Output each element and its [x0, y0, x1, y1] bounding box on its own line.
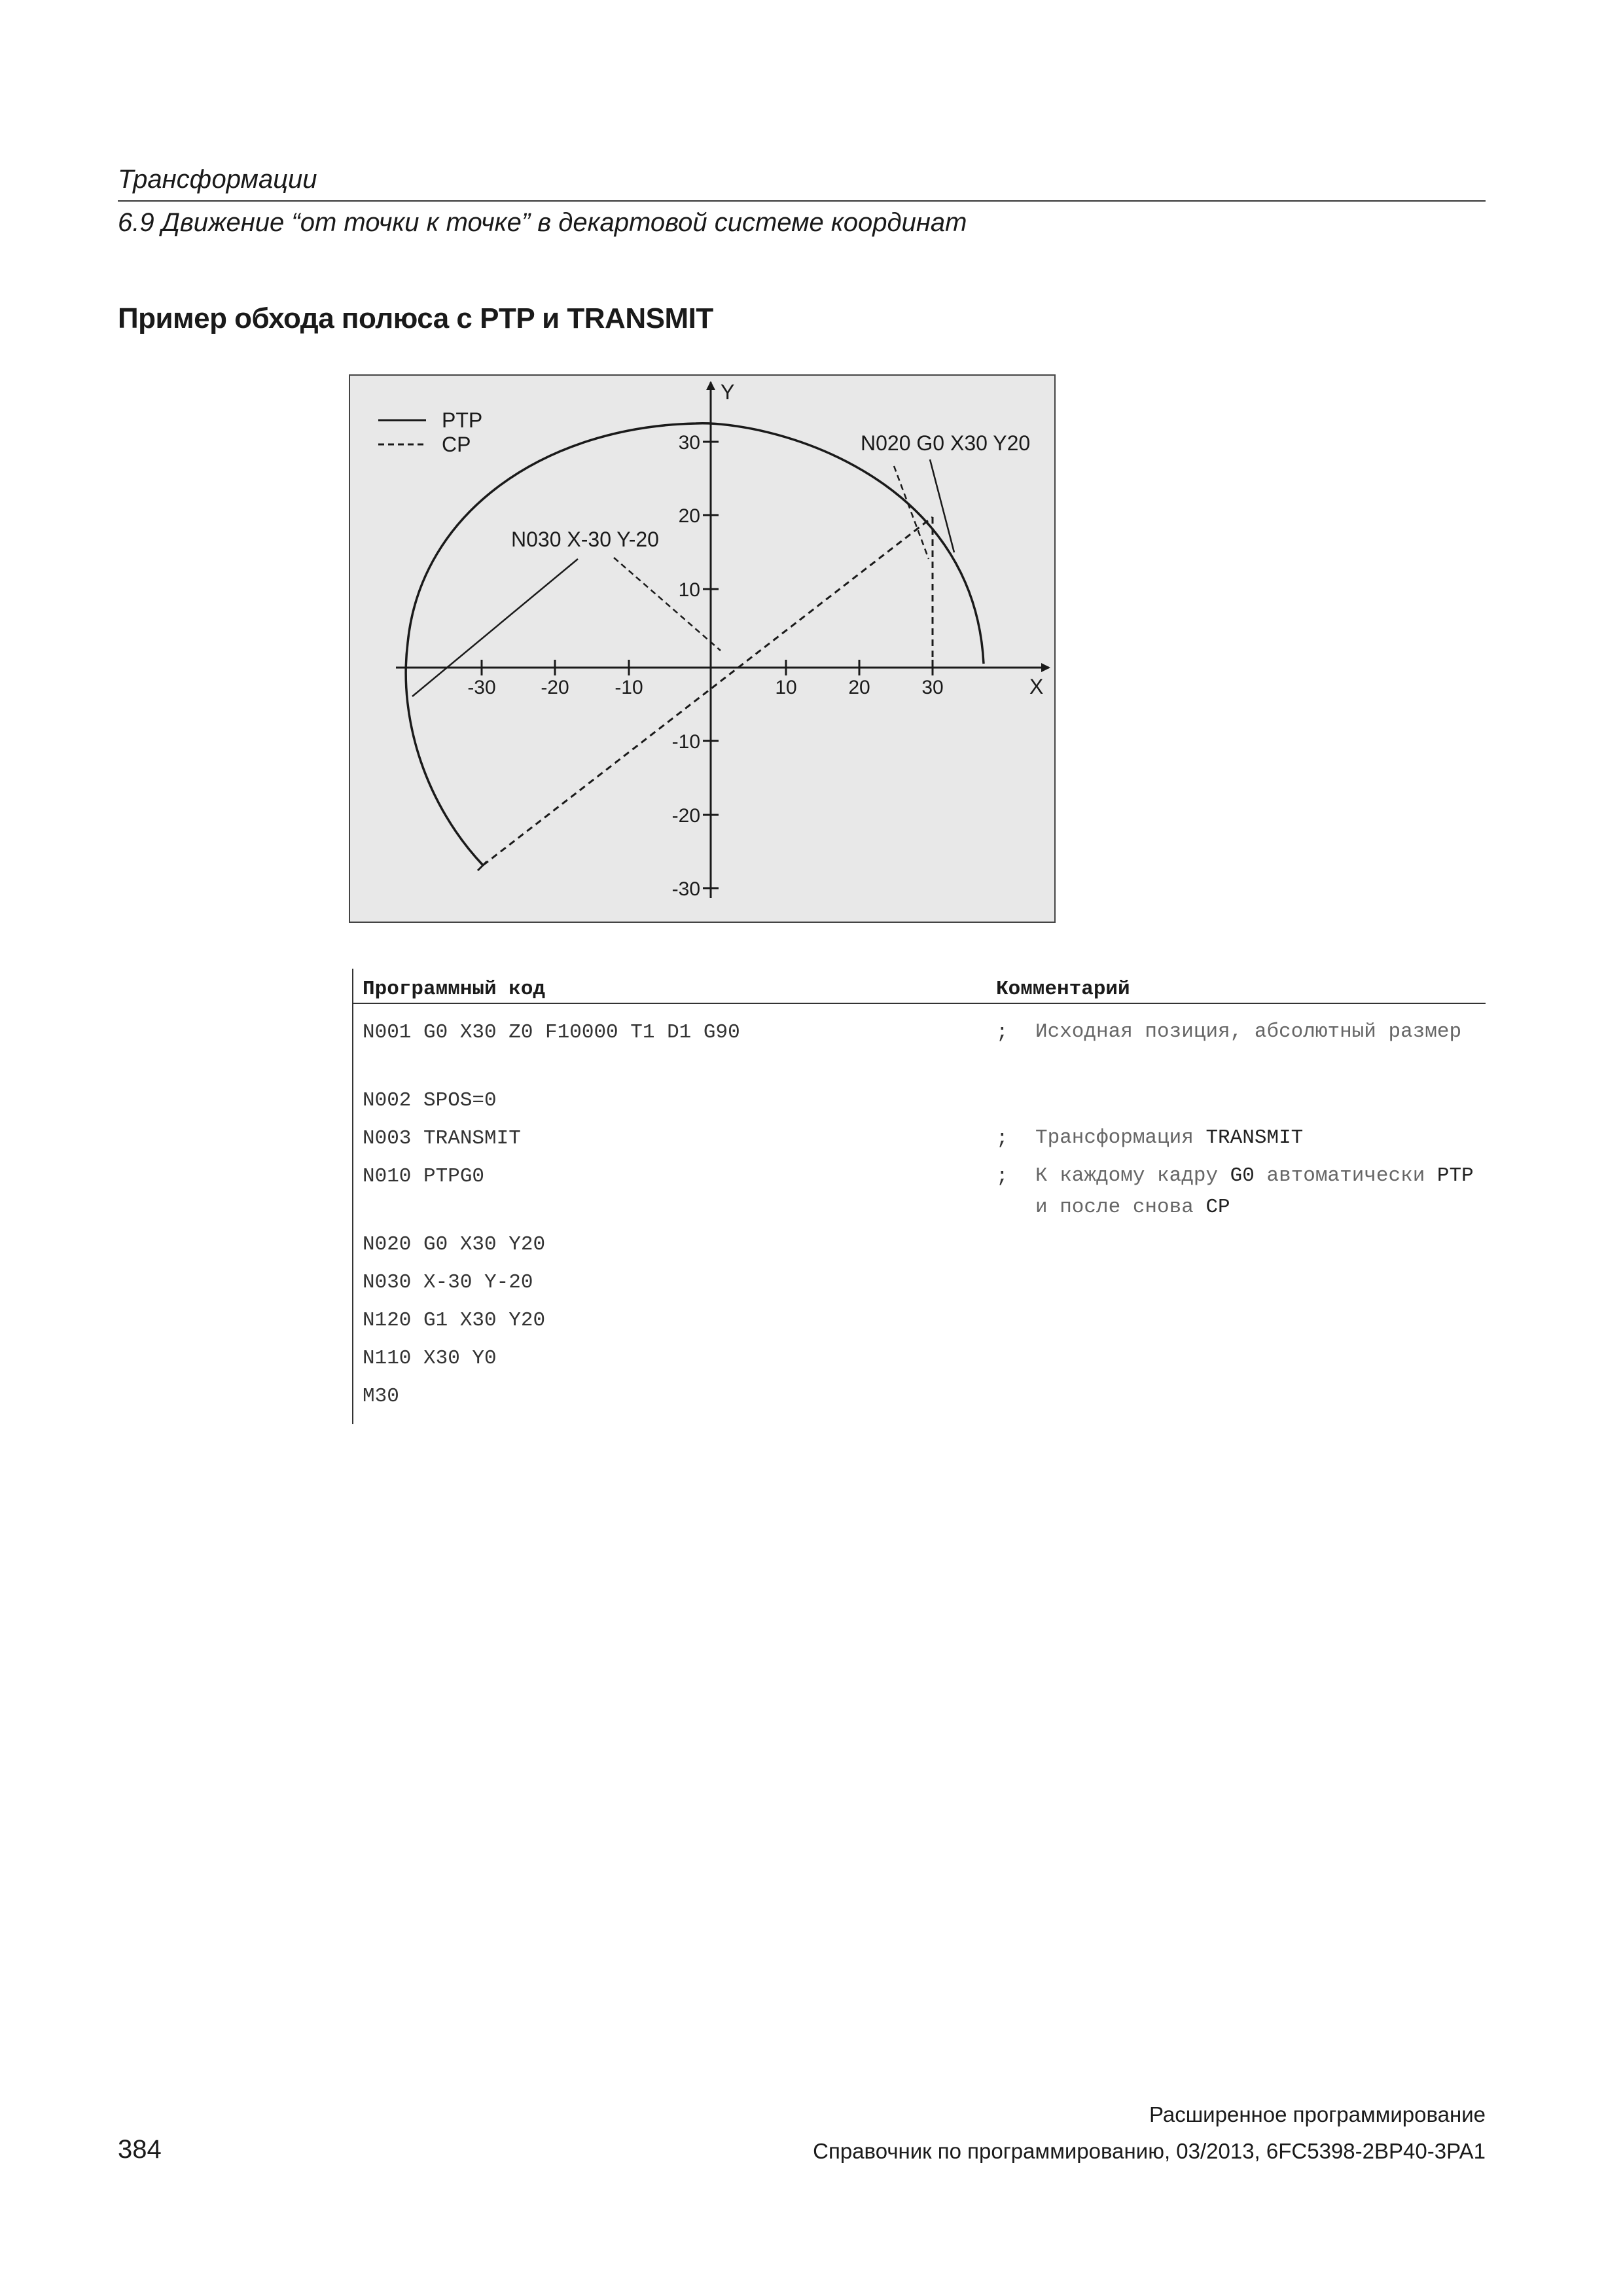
- figure-frame: [349, 375, 1055, 922]
- code-cell: N020 G0 X30 Y20: [363, 1233, 546, 1256]
- y-axis-label: Y: [721, 380, 735, 404]
- comment-text: К каждому кадру: [1035, 1164, 1230, 1187]
- x-axis-label: X: [1029, 675, 1044, 698]
- code-cell: N110 X30 Y0: [363, 1347, 497, 1370]
- comment-text: автоматически: [1254, 1164, 1437, 1187]
- annotation-n020: N020 G0 X30 Y20: [861, 431, 1031, 455]
- annotation-n030: N030 X-30 Y-20: [511, 528, 659, 551]
- page-number: 384: [118, 2135, 162, 2164]
- example-title: Пример обхода полюса с PTP и TRANSMIT: [118, 302, 713, 334]
- table-header: [353, 969, 1486, 1004]
- comment-text: и после снова: [1035, 1196, 1206, 1219]
- comment-keyword: CP: [1205, 1196, 1230, 1219]
- program-table: [352, 969, 1486, 1424]
- comment-keyword: PTP: [1436, 1164, 1474, 1187]
- code-cell: N002 SPOS=0: [363, 1089, 497, 1112]
- y-tick-label: -10: [671, 731, 700, 753]
- code-cell: N010 PTPG0: [363, 1165, 485, 1188]
- comment-marker: ;: [996, 1165, 1008, 1188]
- y-tick-label: 10: [678, 579, 700, 601]
- code-cell: N120 G1 X30 Y20: [363, 1309, 546, 1332]
- x-tick-label: -10: [615, 677, 643, 698]
- chapter-title: Трансформации: [118, 165, 317, 194]
- x-tick-label: -20: [541, 677, 569, 698]
- comment-keyword: TRANSMIT: [1205, 1126, 1304, 1149]
- legend-cp-label: CP: [442, 433, 471, 456]
- comment-cell: [1035, 1160, 1487, 1223]
- col-code-header: Программный код: [363, 978, 546, 1001]
- comment-text: Трансформация: [1035, 1126, 1206, 1149]
- comment-marker: ;: [996, 1127, 1008, 1150]
- header-rule: [118, 200, 1486, 202]
- comment-keyword: G0: [1230, 1164, 1255, 1187]
- code-cell: M30: [363, 1385, 399, 1408]
- y-tick-label: 20: [678, 505, 700, 527]
- legend-ptp-label: PTP: [442, 408, 483, 432]
- code-cell: N003 TRANSMIT: [363, 1127, 521, 1150]
- code-cell: N030 X-30 Y-20: [363, 1271, 533, 1294]
- comment-marker: ;: [996, 1021, 1008, 1044]
- footer-book-title: Расширенное программирование: [1149, 2102, 1486, 2126]
- pole-traversal-figure: [349, 374, 1056, 923]
- y-tick-label: -30: [671, 878, 700, 900]
- y-tick-label: 30: [678, 432, 700, 454]
- x-tick-label: 10: [775, 677, 797, 698]
- footer-reference: Справочник по программированию, 03/2013, 6FC5398-2BP40-3PA1: [813, 2139, 1486, 2163]
- x-tick-label: 30: [921, 677, 944, 698]
- y-tick-label: -20: [671, 805, 700, 827]
- x-tick-label: -30: [467, 677, 496, 698]
- section-heading: 6.9 Движение “от точки к точке” в декартовой системе координат: [118, 208, 967, 237]
- col-comment-header: Комментарий: [996, 978, 1130, 1001]
- comment-cell: [1035, 1122, 1487, 1154]
- x-tick-label: 20: [848, 677, 870, 698]
- comment-cell: Исходная позиция, абсолютный размер: [1035, 1020, 1462, 1043]
- code-cell: N001 G0 X30 Z0 F10000 T1 D1 G90: [363, 1021, 740, 1044]
